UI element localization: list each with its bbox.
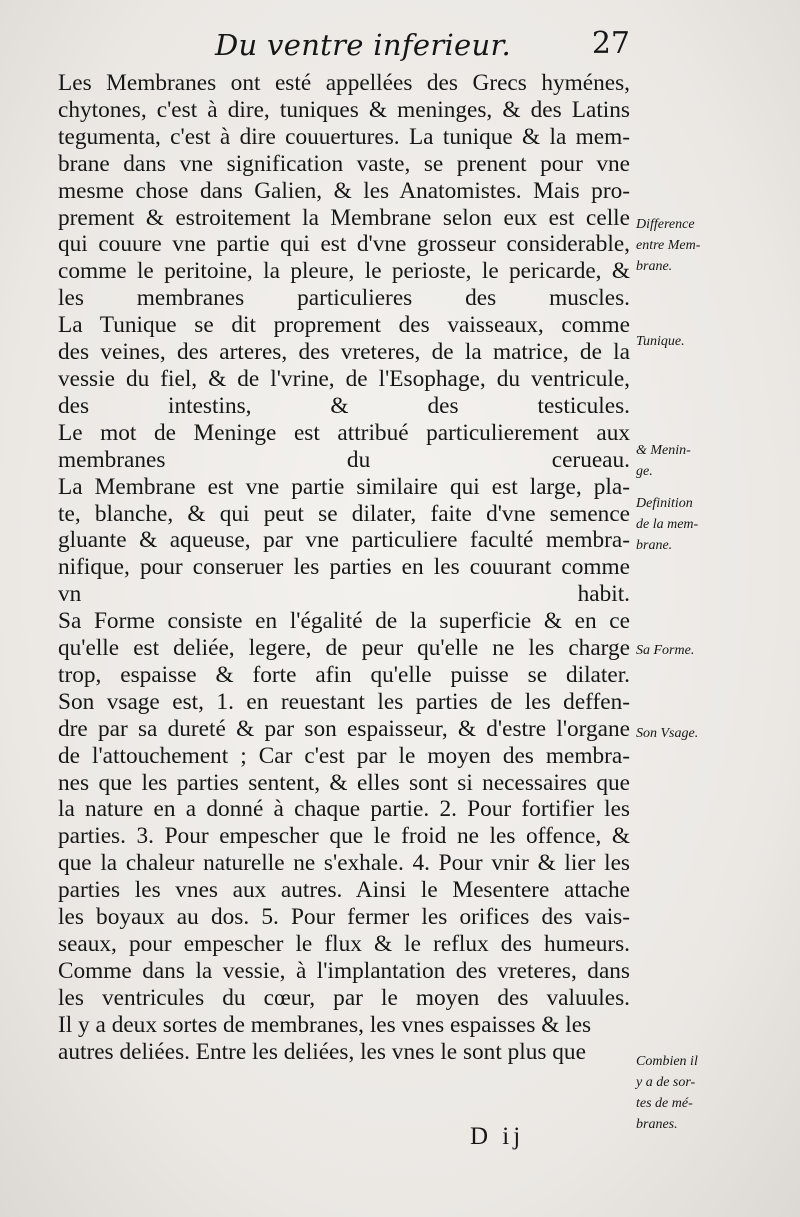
margin-note-line: Combien il [636, 1054, 698, 1069]
text-line: gluante & aqueuse, par vne particuliere faculté membra- [58, 527, 630, 554]
text-line: La Membrane est vne partie similaire qui est large, pla- [58, 473, 630, 500]
text-line: autres deliées. Entre les deliées, les vnes le sont plus que [58, 1038, 586, 1065]
text-line: trop, espaisse & forte afin qu'elle puisse se dilater. [58, 661, 630, 688]
text-line: te, blanche, & qui peut se dilater, faite d'vne semence [58, 500, 630, 527]
text-line: les membranes particulieres des muscles. [58, 285, 630, 312]
margin-note-line: de la mem- [636, 517, 699, 532]
margin-note-line: Difference [636, 217, 695, 232]
margin-note-difference [636, 214, 736, 277]
text-line: qui couure vne partie qui est d'vne grosseur considerable, [58, 231, 630, 258]
text-line: seaux, pour empescher le flux & le reflux des humeurs. [58, 931, 630, 957]
text-line: comme le peritoine, la pleure, le perioste, le pericarde, & [58, 258, 630, 285]
text-line: Il y a deux sortes de membranes, les vnes espaisses & les [58, 1011, 592, 1038]
paragraph [58, 70, 630, 312]
text-line: tegumenta, c'est à dire couuertures. La tunique & la mem- [58, 123, 630, 150]
margin-note-line: branes. [636, 1117, 678, 1132]
margin-note-line: & Menin- [636, 443, 691, 458]
text-line: les ventricules du cœur, par le moyen des valuules. [58, 984, 630, 1011]
running-head: Du ventre inferieur. [215, 28, 511, 62]
margin-note-line: y a de sor- [636, 1075, 696, 1090]
paragraph [58, 420, 630, 474]
margin-note-combien [636, 1051, 736, 1135]
text-line: brane dans vne signification vaste, se prenent pour vne [58, 150, 630, 177]
text-line: Son vsage est, 1. en reuestant les parties de les deffen- [58, 688, 630, 715]
paragraph [58, 608, 630, 689]
text-line: Les Membranes ont esté appellées des Grecs hyménes, [58, 70, 630, 96]
text-line: membranes du cerueau. [58, 446, 630, 473]
margin-note-forme [636, 640, 736, 661]
text-line: Sa Forme consiste en l'égalité de la superficie & en ce [58, 608, 630, 635]
margin-note-definition [636, 493, 736, 556]
margin-note-line: ge. [636, 464, 653, 479]
text-line: parties. 3. Pour empescher que le froid ne les offence, & [58, 823, 630, 850]
margin-note-line: entre Mem- [636, 238, 701, 253]
body-text [58, 70, 630, 1066]
margin-note-line: brane. [636, 259, 673, 274]
text-line: nifique, pour conseruer les parties en les couurant comme [58, 554, 630, 581]
paragraph [58, 689, 630, 1012]
margin-note-line: Definition [636, 496, 693, 511]
paragraph [58, 312, 630, 420]
text-line: la nature en a donné à chaque partie. 2. Pour fortifier les [58, 796, 630, 823]
text-line: prement & estroitement la Membrane selon eux est celle [58, 204, 630, 231]
page-number: 27 [591, 26, 630, 61]
text-line: Comme dans la vessie, à l'implantation des vreteres, dans [58, 957, 630, 984]
text-line: nes que les parties sentent, & elles sont si necessaires que [58, 769, 630, 796]
text-line: de l'attouchement ; Car c'est par le moyen des membra- [58, 742, 630, 769]
margin-note-line: Tunique. [636, 334, 685, 349]
text-line: des intestins, & des testicules. [58, 392, 630, 419]
text-line: Le mot de Meninge est attribué particulierement aux [58, 419, 630, 446]
margin-note-line: tes de mé- [636, 1096, 693, 1111]
paragraph [58, 474, 630, 609]
text-line: vn habit. [58, 581, 630, 608]
text-line: qu'elle est deliée, legere, de peur qu'elle ne les charge [58, 635, 630, 662]
paragraph [58, 1012, 630, 1066]
text-line: La Tunique se dit proprement des vaisseaux, comme [58, 312, 630, 339]
page-header [60, 24, 630, 68]
signature-mark: D ij [470, 1123, 525, 1150]
margin-note-meninge [636, 440, 736, 482]
text-line: dre par sa dureté & par son espaisseur, & d'estre l'organe [58, 715, 630, 742]
margin-note-tunique [636, 331, 736, 352]
text-line: des veines, des arteres, des vreteres, de la matrice, de la [58, 339, 630, 366]
margin-note-line: brane. [636, 538, 673, 553]
text-line: vessie du fiel, & de l'vrine, de l'Esophage, du ventricule, [58, 365, 630, 392]
margin-note-line: Son Vsage. [636, 726, 699, 741]
text-line: que la chaleur naturelle ne s'exhale. 4. Pour vnir & lier les [58, 850, 630, 877]
text-line: les boyaux au dos. 5. Pour fermer les orifices des vais- [58, 904, 630, 931]
margin-note-vsage [636, 723, 736, 744]
margin-note-line: Sa Forme. [636, 643, 695, 658]
text-line: mesme chose dans Galien, & les Anatomistes. Mais pro- [58, 177, 630, 204]
text-line: chytones, c'est à dire, tuniques & meninges, & des Latins [58, 96, 630, 123]
text-line: parties les vnes aux autres. Ainsi le Mesentere attache [58, 877, 630, 904]
